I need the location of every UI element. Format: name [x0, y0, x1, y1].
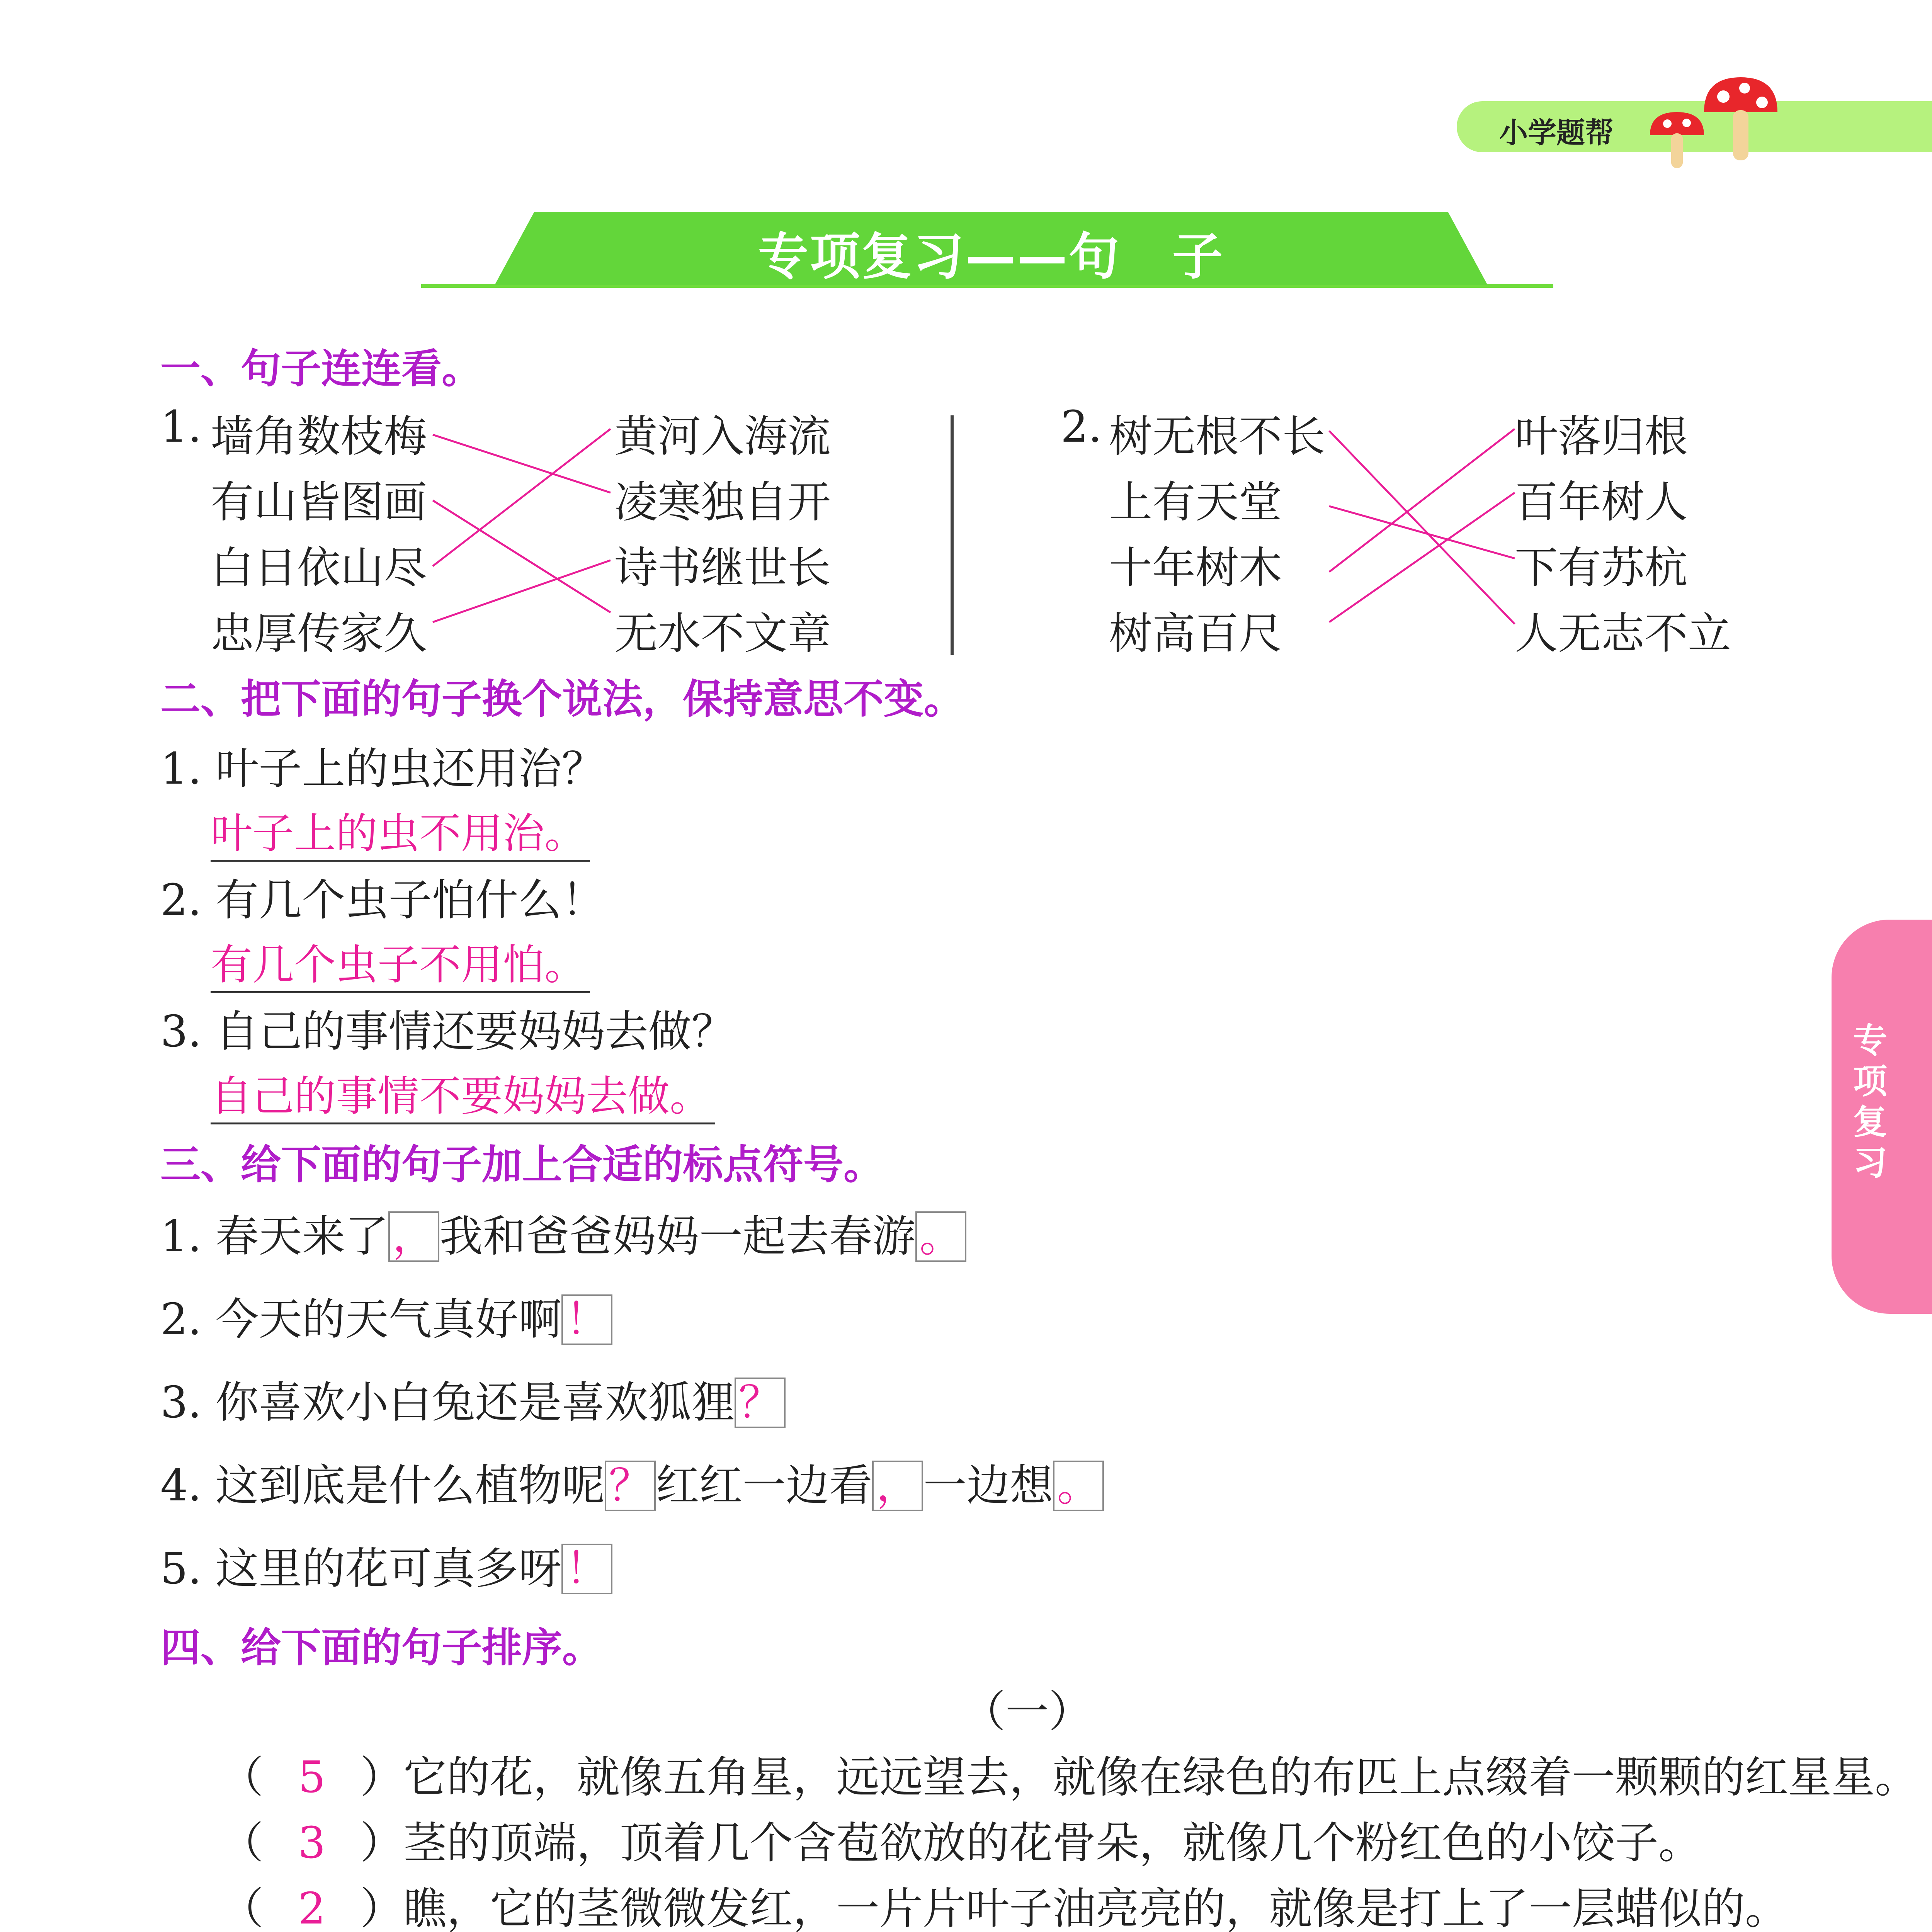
- match-left-item: 墙角数枝梅: [211, 412, 427, 462]
- punctuation-box: ！: [561, 1544, 612, 1594]
- answer-text: 有几个虫子不用怕。: [211, 931, 590, 993]
- punctuation-box: ？: [735, 1378, 786, 1428]
- group-2-number: 2.: [1061, 402, 1102, 452]
- question-text: 2. 有几个虫子怕什么！: [160, 875, 605, 925]
- match-left-item: 有山皆图画: [211, 477, 427, 527]
- answer-text: 自己的事情不要妈妈去做。: [211, 1063, 715, 1124]
- match-right-item: 下有苏杭: [1515, 543, 1688, 593]
- group-title: （一）: [962, 1687, 1092, 1737]
- order-sentence: ）它的花，就像五角星，远远望去，就像在绿色的布匹上点缀着一颗颗的红星星。: [360, 1752, 1918, 1803]
- question-text: 1. 叶子上的虫还用治？: [160, 744, 605, 794]
- match-left-item: 上有天堂: [1109, 477, 1282, 527]
- connection-line: [1329, 493, 1515, 622]
- connection-line: [433, 429, 611, 566]
- order-number: 2: [298, 1884, 326, 1932]
- connection-line: [1329, 431, 1515, 624]
- punctuation-line: [160, 1285, 612, 1347]
- punctuation-line: [160, 1202, 966, 1264]
- match-right-item: 人无志不立: [1515, 609, 1731, 659]
- side-tab-label: 专项复习: [1853, 1020, 1887, 1183]
- match-left-item: 忠厚传家久: [211, 609, 427, 659]
- match-left-item: 树无根不长: [1109, 412, 1325, 462]
- match-right-item: 百年树人: [1515, 477, 1688, 527]
- punctuation-box: ？: [605, 1461, 656, 1511]
- match-left-item: 树高百尺: [1109, 609, 1282, 659]
- match-right-item: 叶落归根: [1515, 412, 1688, 462]
- section-2-heading: 二、把下面的句子换个说法，保持意思不变。: [160, 675, 964, 723]
- connection-line: [433, 435, 611, 493]
- punctuation-box: 。: [1053, 1461, 1104, 1511]
- punctuation-box: ，: [872, 1461, 923, 1511]
- connection-lines: [0, 0, 1932, 696]
- order-number: 5: [298, 1752, 326, 1803]
- sentence-text: 5. 这里的花可真多呀: [160, 1544, 562, 1594]
- match-right-item: 黄河入海流: [614, 412, 831, 462]
- connection-line: [433, 500, 611, 612]
- match-right-item: 无水不文章: [614, 609, 831, 659]
- punctuation-line: [160, 1368, 786, 1430]
- question-text: 3. 自己的事情还要妈妈去做？: [160, 1007, 735, 1057]
- order-row: （ 2 ）瞧，它的茎微微发红，一片片叶子油亮亮的，就像是打上了一层蜡似的。: [220, 1874, 1788, 1932]
- punctuation-box: 。: [915, 1211, 966, 1262]
- section-1-heading: 一、句子连连看。: [160, 345, 482, 392]
- match-right-item: 凌寒独自开: [614, 477, 831, 527]
- section-4-heading: 四、给下面的句子排序。: [160, 1624, 603, 1671]
- order-sentence: ）茎的顶端，顶着几个含苞欲放的花骨朵，就像几个粉红色的小饺子。: [360, 1818, 1702, 1868]
- connection-line: [433, 560, 611, 622]
- punctuation-box: ，: [388, 1211, 439, 1262]
- sentence-text: 2. 今天的天气真好啊: [160, 1294, 562, 1345]
- answer-text: 叶子上的虫不用治。: [211, 800, 590, 862]
- punctuation-box: ！: [561, 1294, 612, 1345]
- sentence-text: 一边想: [923, 1461, 1053, 1511]
- order-sentence: ）瞧，它的茎微微发红，一片片叶子油亮亮的，就像是打上了一层蜡似的。: [360, 1884, 1788, 1932]
- match-left-item: 十年树木: [1109, 543, 1282, 593]
- order-number: 3: [298, 1818, 326, 1868]
- brand-name: 小学题帮: [1499, 116, 1614, 150]
- sentence-text: 4. 这到底是什么植物呢: [160, 1461, 605, 1511]
- match-left-item: 白日依山尽: [211, 543, 427, 593]
- page-title: 专项复习——句 子: [758, 227, 1224, 286]
- order-row: （ 5 ）它的花，就像五角星，远远望去，就像在绿色的布匹上点缀着一颗颗的红星星。: [220, 1752, 1918, 1803]
- order-row: （ 3 ）茎的顶端，顶着几个含苞欲放的花骨朵，就像几个粉红色的小饺子。: [220, 1818, 1702, 1868]
- sentence-text: 红红一边看: [656, 1461, 872, 1511]
- sentence-text: 1. 春天来了: [160, 1211, 389, 1262]
- punctuation-line: [160, 1534, 612, 1596]
- sentence-text: 我和爸爸妈妈一起去春游: [439, 1211, 916, 1262]
- sentence-text: 3. 你喜欢小白兔还是喜欢狐狸: [160, 1378, 735, 1428]
- group-1-number: 1.: [160, 402, 202, 452]
- match-right-item: 诗书继世长: [614, 543, 831, 593]
- punctuation-line: [160, 1451, 1104, 1513]
- section-3-heading: 三、给下面的句子加上合适的标点符号。: [160, 1141, 884, 1188]
